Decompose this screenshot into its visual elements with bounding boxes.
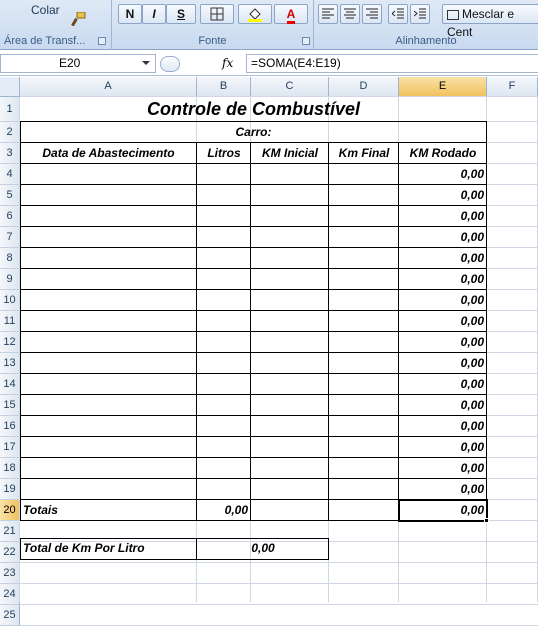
row-header-4[interactable]: 4 <box>0 164 20 185</box>
row-header-24[interactable]: 24 <box>0 584 20 605</box>
italic-button[interactable]: I <box>142 4 166 24</box>
active-cell-selection[interactable] <box>398 499 488 522</box>
km-rodado-cell[interactable]: 0,00 <box>460 461 484 475</box>
totals-km-rodado[interactable]: 0,00 <box>460 503 484 517</box>
km-per-liter-value[interactable]: 0,00 <box>251 541 275 555</box>
column-header-a[interactable]: A <box>20 77 197 97</box>
gridline <box>196 97 197 602</box>
gridline <box>328 97 329 602</box>
row-header-13[interactable]: 13 <box>0 353 20 374</box>
km-rodado-cell[interactable]: 0,00 <box>460 293 484 307</box>
row-header-17[interactable]: 17 <box>0 437 20 458</box>
font-color-icon: A <box>287 8 296 24</box>
row-header-23[interactable]: 23 <box>0 563 20 584</box>
header-km-final[interactable]: Km Final <box>338 146 390 160</box>
decrease-indent-icon <box>392 8 404 20</box>
decrease-indent-button[interactable] <box>388 4 408 24</box>
bold-button[interactable]: N <box>118 4 142 24</box>
ribbon <box>0 0 538 50</box>
alignment-group <box>314 0 538 50</box>
gridline <box>20 583 538 584</box>
font-group <box>112 0 314 50</box>
row-header-1[interactable]: 1 <box>0 97 20 122</box>
merge-center-button[interactable] <box>442 4 538 39</box>
row-header-20[interactable]: 20 <box>0 500 20 521</box>
font-color-button[interactable] <box>274 4 308 24</box>
row-header-21[interactable]: 21 <box>0 521 20 542</box>
align-right-button[interactable] <box>362 4 382 24</box>
row-header-12[interactable]: 12 <box>0 332 20 353</box>
car-label[interactable]: Carro: <box>235 125 272 139</box>
km-rodado-cell[interactable]: 0,00 <box>460 230 484 244</box>
km-rodado-cell[interactable]: 0,00 <box>460 419 484 433</box>
column-header-e[interactable]: E <box>399 77 487 97</box>
align-center-button[interactable] <box>340 4 360 24</box>
km-rodado-cell[interactable]: 0,00 <box>460 335 484 349</box>
row-header-3[interactable]: 3 <box>0 143 20 164</box>
gridline <box>19 97 20 602</box>
align-left-icon <box>322 8 334 20</box>
row-header-19[interactable]: 19 <box>0 479 20 500</box>
formula-bar <box>0 51 538 76</box>
clipboard-group-label: Área de Transf... <box>4 35 86 47</box>
alignment-group-label: Alinhamento <box>395 35 457 47</box>
formula-bar-resize-handle[interactable] <box>160 56 180 72</box>
merge-center-icon <box>447 10 459 20</box>
column-header-b[interactable]: B <box>197 77 251 97</box>
totals-litros[interactable]: 0,00 <box>224 503 248 517</box>
km-rodado-cell[interactable]: 0,00 <box>460 188 484 202</box>
formula-input[interactable]: =SOMA(E4:E19) <box>246 54 538 73</box>
km-rodado-cell[interactable]: 0,00 <box>460 440 484 454</box>
fill-color-button[interactable] <box>238 4 272 24</box>
increase-indent-button[interactable] <box>410 4 430 24</box>
km-per-liter-label[interactable]: Total de Km Por Litro <box>23 541 145 555</box>
row-header-8[interactable]: 8 <box>0 248 20 269</box>
header-litros[interactable]: Litros <box>207 146 241 160</box>
km-rodado-cell[interactable]: 0,00 <box>460 314 484 328</box>
row-header-7[interactable]: 7 <box>0 227 20 248</box>
column-header-f[interactable]: F <box>487 77 538 97</box>
km-rodado-cell[interactable]: 0,00 <box>460 356 484 370</box>
name-box[interactable]: E20 <box>0 54 156 73</box>
km-rodado-cell[interactable]: 0,00 <box>460 167 484 181</box>
km-rodado-cell[interactable]: 0,00 <box>460 377 484 391</box>
row-header-16[interactable]: 16 <box>0 416 20 437</box>
underline-button[interactable]: S <box>166 4 196 24</box>
km-rodado-cell[interactable]: 0,00 <box>460 398 484 412</box>
gridline <box>250 97 251 602</box>
clipboard-launcher-icon[interactable] <box>98 37 106 45</box>
row-header-11[interactable]: 11 <box>0 311 20 332</box>
row-header-2[interactable]: 2 <box>0 122 20 143</box>
font-launcher-icon[interactable] <box>302 37 310 45</box>
borders-button[interactable] <box>200 4 234 24</box>
row-header-6[interactable]: 6 <box>0 206 20 227</box>
row-header-9[interactable]: 9 <box>0 269 20 290</box>
column-header-d[interactable]: D <box>329 77 399 97</box>
paste-button[interactable]: Colar <box>31 3 60 17</box>
row-header-25[interactable]: 25 <box>0 605 20 626</box>
align-right-icon <box>366 8 378 20</box>
select-all-corner[interactable] <box>0 77 20 97</box>
km-rodado-cell[interactable]: 0,00 <box>460 482 484 496</box>
name-box-dropdown-icon[interactable] <box>142 61 150 65</box>
fill-color-icon <box>247 6 263 22</box>
insert-function-icon[interactable]: fx <box>222 56 234 70</box>
align-left-button[interactable] <box>318 4 338 24</box>
clipboard-group <box>0 0 112 50</box>
format-painter-icon[interactable] <box>70 12 86 26</box>
km-rodado-cell[interactable]: 0,00 <box>460 272 484 286</box>
row-header-15[interactable]: 15 <box>0 395 20 416</box>
column-header-c[interactable]: C <box>251 77 329 97</box>
merge-center-label: Mesclar e Cent <box>447 7 515 39</box>
borders-icon <box>210 7 224 21</box>
header-km-inicial[interactable]: KM Inicial <box>261 146 318 160</box>
fill-handle[interactable] <box>484 518 489 523</box>
km-rodado-cell[interactable]: 0,00 <box>460 251 484 265</box>
header-km-rodado[interactable]: KM Rodado <box>409 146 477 160</box>
gridline <box>20 562 538 563</box>
totals-label[interactable]: Totais <box>23 503 58 517</box>
row-header-14[interactable]: 14 <box>0 374 20 395</box>
increase-indent-icon <box>414 8 426 20</box>
row-header-10[interactable]: 10 <box>0 290 20 311</box>
km-rodado-cell[interactable]: 0,00 <box>460 209 484 223</box>
row-header-5[interactable]: 5 <box>0 185 20 206</box>
row-header-18[interactable]: 18 <box>0 458 20 479</box>
sheet-title[interactable]: Controle de Combustível <box>146 99 361 119</box>
header-data-abastecimento[interactable]: Data de Abastecimento <box>42 146 175 160</box>
gridline <box>20 604 538 605</box>
font-group-label: Fonte <box>198 35 227 47</box>
align-center-icon <box>344 8 356 20</box>
row-header-22[interactable]: 22 <box>0 542 20 563</box>
